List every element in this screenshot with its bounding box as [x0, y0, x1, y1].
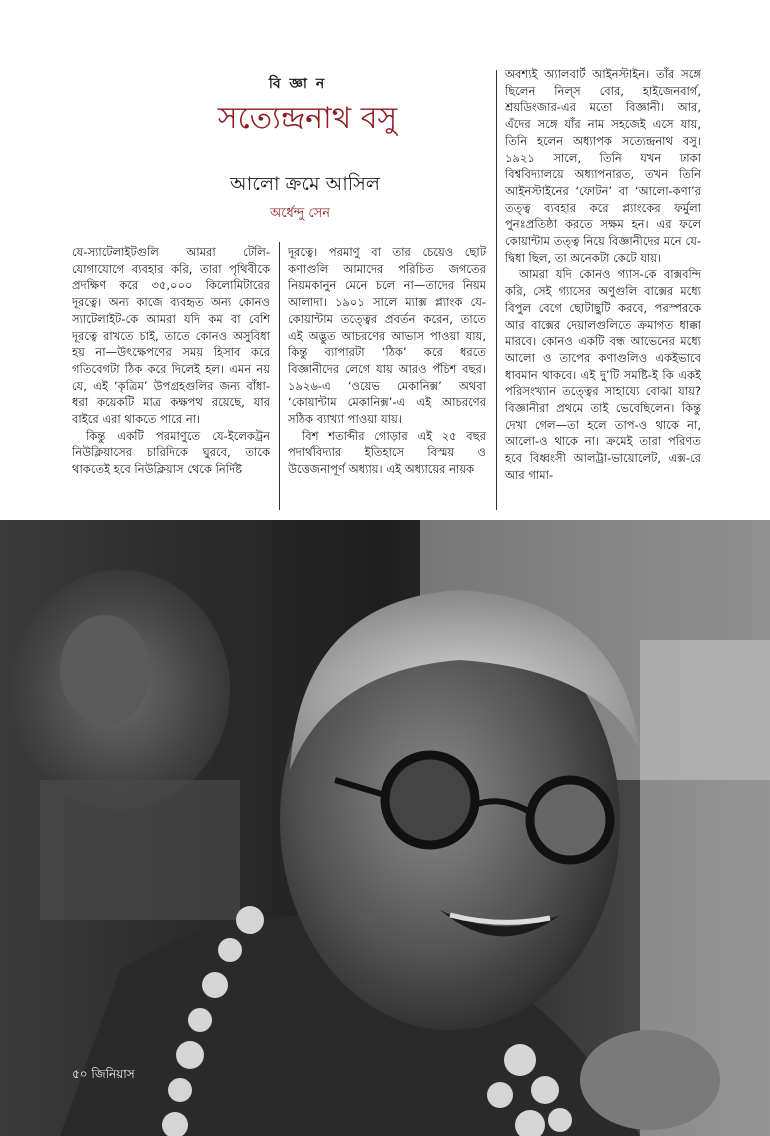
paragraph: অবশ্যই অ্যালবার্ট আইনস্টাইন। তাঁর সঙ্গে ছিলেন নিল্‌স বোর, হাইজেনবার্গ, শ্রয়ডিংজার-এর মতো বিজ্ঞানী। আর, এঁদের সঙ্গে যাঁর নাম সহজেই এসে যায়, তিনি হলেন অধ্যাপক সত্যেন্দ্রনাথ বসু। ১৯২১ সালে, তিনি যখন ঢাকা বিশ্ববিদ্যালয়ে অধ্যাপনারত, তখন তিনি আইনস্টাইনের ‘ফোটন’ বা ‘আলো-কণা’র তত্ত্ব ব্যবহার করে প্ল্যাংকের ফর্মুলা পুনঃপ্রতিষ্ঠা করতে সক্ষম হন। এর ফলে কোয়ান্টাম তত্ত্ব নিয়ে বিজ্ঞানীদের মনে যে-দ্বিধা ছিল, তা অনেকটা কেটে যায়। [505, 67, 701, 265]
article-subtitle: আলো ক্রমে আসিল [230, 173, 380, 195]
section-label: বি জ্ঞা ন [268, 76, 327, 92]
portrait-image [0, 520, 770, 1136]
column-divider [279, 242, 280, 510]
paragraph: কিন্তু একটি পরমাণুতে যে-ইলেকট্রন নিউক্লিয়াসের চারিদিকে ঘুরবে, তাকে থাকতেই হবে নিউক্লিয়াস থেকে নির্দিষ্ট [72, 428, 270, 477]
page-folio: ৫০ জিনিয়াস [72, 1067, 135, 1081]
paragraph: আমরা যদি কোনও গ্যাস-কে বাক্সবন্দি করি, সেই গ্যাসের অণুগুলি বাক্সের মধ্যে বিপুল বেগে ছোটাছুটি করবে, পরস্পরকে আর বাক্সের দেয়ালগুলিতে ক্রমাগত ধাক্কা মারবে। কোনও একটি বন্ধ আভেনের মধ্যে আলো ও তাপের কণাগুলিও একইভাবে ধাবমান থাকবে। এই দু’টি সমষ্টি-ই কি একই পরিসংখ্যান তত্ত্বের সাহায্যে বোঝা যায়? বিজ্ঞানীরা প্রথমে তাই ভেবেছিলেন। কিন্তু দেখা গেল—তা হলে তাপ-ও থাকে না, আলো-ও থাকে না। ক্রমেই তারা পরিণত হবে বিধ্বংসী আলট্রা-ভায়োলেট, এক্স-রে আর গামা- [505, 267, 701, 482]
text-column-2 [288, 244, 486, 508]
author-byline: অর্ধেন্দু সেন [270, 206, 330, 221]
text-column-1 [72, 244, 270, 508]
paragraph: যে-স্যাটেলাইটগুলি আমরা টেলি-যোগাযোগে ব্যবহার করি, তারা পৃথিবীকে প্রদক্ষিণ করে ৩৫,০০০ কিলোমিটারের দূরত্বে। অন্য কাজে ব্যবহৃত অন্য কোনও স্যাটেলাইট-কে আমরা যদি কম বা বেশি দূরত্বে রাখতে চাই, তাতে কোনও অসুবিধা হয় না—উৎক্ষেপণের সময় হিসাব করে গতিবেগটা ঠিক করে দিলেই হল। এমন নয় যে, এই ‘কৃত্রিম’ উপগ্রহগুলির জন্য বাঁধা-ধরা কয়েকটি মাত্র কক্ষপথ রয়েছে, যার বাইরে এরা থাকতে পারে না। [72, 245, 270, 427]
text-column-3 [505, 66, 701, 510]
column-divider [496, 70, 497, 510]
paragraph: দূরত্বে। পরমাণু বা তার চেয়েও ছোট কণাগুলি আমাদের পরিচিত জগতের নিয়মকানুন মেনে চলে না—তাদের নিয়ম আলাদা। ১৯০১ সালে ম্যাক্স প্ল্যাংক যে-কোয়ান্টাম তত্ত্বের প্রবর্তন করেন, তাতে এই অদ্ভুত আচরণের আভাস পাওয়া যায়, কিন্তু ব্যাপারটা ‘ঠিক’ করে ধরতে বিজ্ঞানীদের লেগে যায় আরও পঁচিশ বছর। ১৯২৬-এ ‘ওয়েভ মেকানিক্স’ অথবা ‘কোয়ান্টাম মেকানিক্স’-এ এই আচরণের সঠিক ব্যাখ্যা পাওয়া যায়। [288, 245, 486, 427]
portrait-photo [0, 520, 770, 1136]
paragraph: বিশ শতাব্দীর গোড়ার এই ২৫ বছর পদার্থবিদ্যার ইতিহাসে বিস্ময় ও উত্তেজনাপূর্ণ অধ্যায়। এই অধ্যায়ের নায়ক [288, 428, 486, 477]
article-title: সত্যেন্দ্রনাথ বসু [217, 101, 398, 136]
